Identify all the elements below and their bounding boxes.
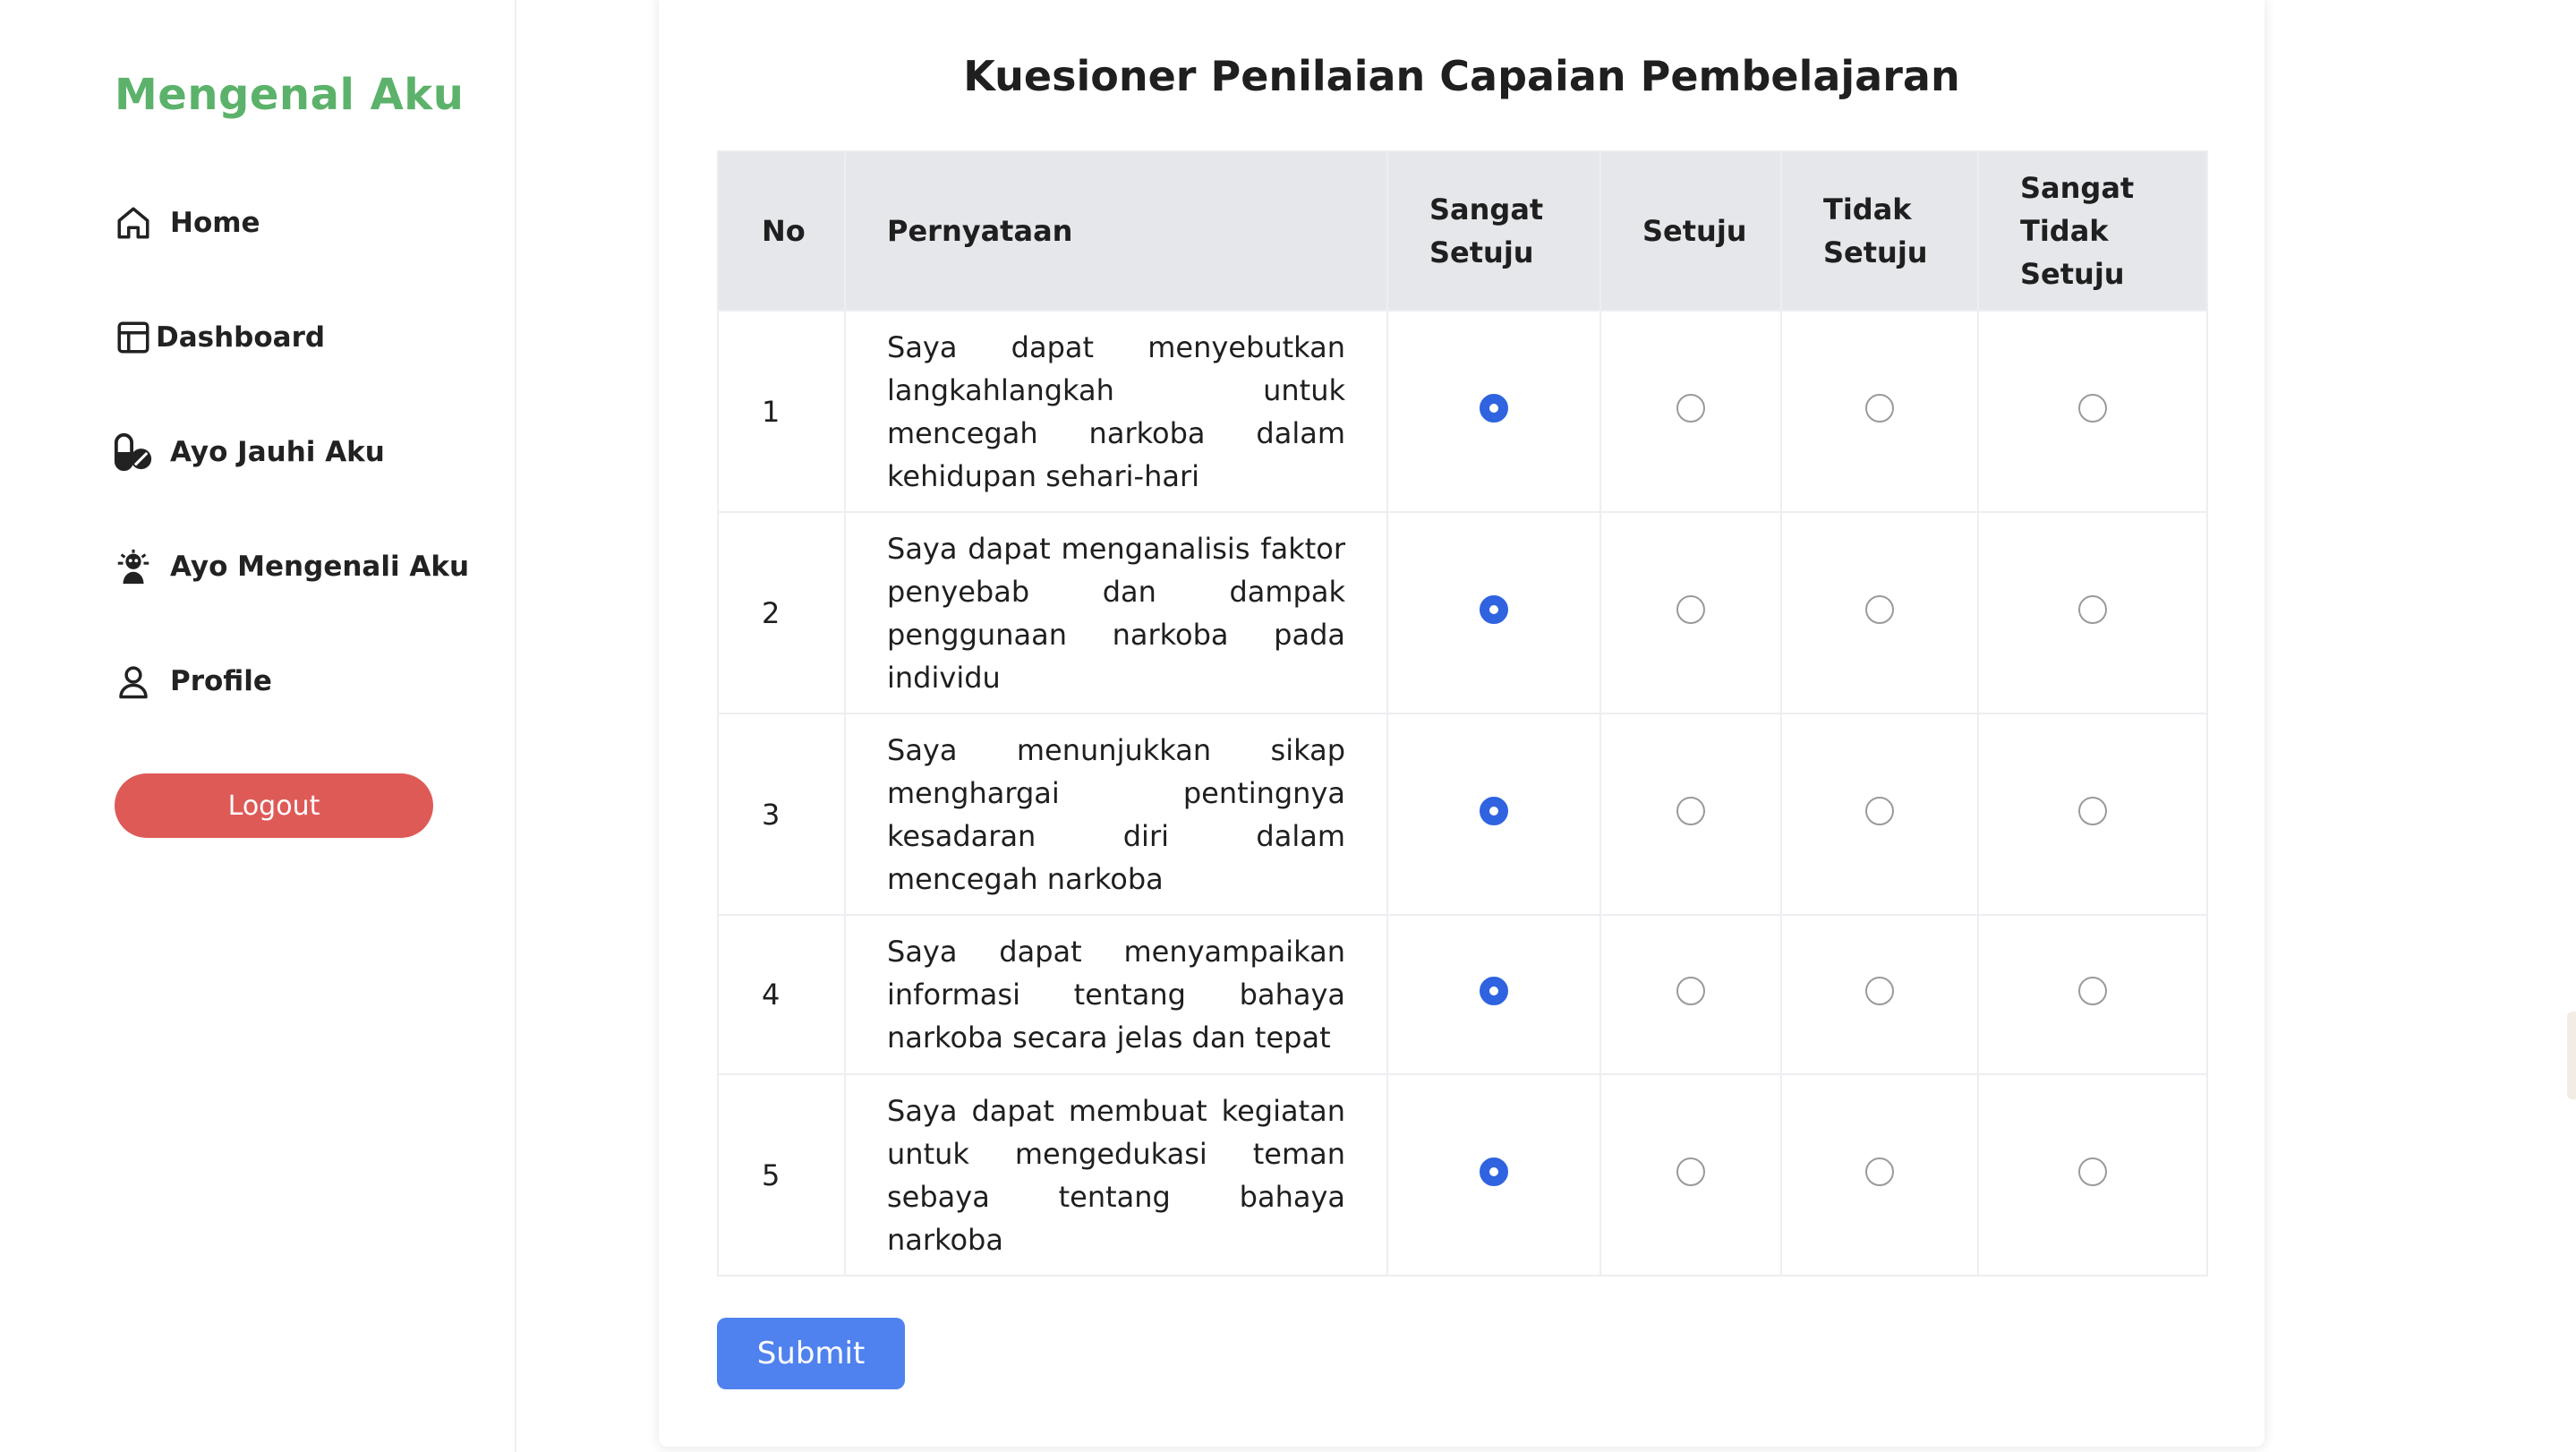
table-row <box>718 915 2207 1074</box>
table-row <box>718 512 2207 713</box>
row-number: 3 <box>718 713 845 915</box>
page-title: Kuesioner Penilaian Capaian Pembelajaran <box>963 52 1960 100</box>
sidebar-item-label: Ayo Mengenali Aku <box>170 551 470 583</box>
radio-sangat-setuju[interactable] <box>1480 977 1508 1005</box>
radio-sangat-tidak-setuju[interactable] <box>2078 595 2107 624</box>
radio-sangat-tidak-setuju[interactable] <box>2078 797 2107 825</box>
radio-sangat-tidak-setuju[interactable] <box>2078 1157 2107 1186</box>
row-number: 2 <box>718 512 845 713</box>
radio-setuju[interactable] <box>1676 977 1705 1005</box>
row-number: 4 <box>718 915 845 1074</box>
radio-tidak-setuju[interactable] <box>1865 394 1894 423</box>
questionnaire-table <box>717 150 2208 1277</box>
column-header-sangat-tidak-setuju: Sangat Tidak Setuju <box>1978 151 2207 311</box>
sidebar-item-ayo-jauhi-aku[interactable] <box>113 424 489 480</box>
row-number: 5 <box>718 1074 845 1276</box>
sidebar-item-profile[interactable] <box>113 653 489 709</box>
column-header-tidak-setuju: Tidak Setuju <box>1781 151 1978 311</box>
column-header-statement: Pernyataan <box>845 151 1387 311</box>
table-row <box>718 311 2207 512</box>
sidebar-item-label: Home <box>170 207 260 239</box>
column-header-sangat-setuju: Sangat Setuju <box>1387 151 1600 311</box>
table-row <box>718 713 2207 915</box>
radio-sangat-setuju[interactable] <box>1480 394 1508 423</box>
radio-sangat-setuju[interactable] <box>1480 797 1508 825</box>
radio-tidak-setuju[interactable] <box>1865 1157 1894 1186</box>
row-statement: Saya dapat menganalisis faktor penyebab dan dampak penggunaan narkoba pada individu <box>845 512 1387 713</box>
sidebar-item-label: Dashboard <box>156 321 326 354</box>
column-header-no: No <box>718 151 845 311</box>
dashboard-icon <box>113 317 154 358</box>
row-statement: Saya menunjukkan sikap menghargai pentingnya kesadaran diri dalam mencegah narkoba <box>845 713 1387 915</box>
row-statement: Saya dapat membuat kegiatan untuk mengedukasi teman sebaya tentang bahaya narkoba <box>845 1074 1387 1276</box>
sidebar <box>0 0 516 1452</box>
radio-setuju[interactable] <box>1676 595 1705 624</box>
radio-tidak-setuju[interactable] <box>1865 797 1894 825</box>
side-edge-tab[interactable] <box>2567 1012 2576 1099</box>
sidebar-item-label: Profile <box>170 665 272 697</box>
radio-tidak-setuju[interactable] <box>1865 977 1894 1005</box>
row-statement: Saya dapat menyampaikan informasi tentang bahaya narkoba secara jelas dan tepat <box>845 915 1387 1074</box>
brand-logo-text[interactable]: Mengenal Aku <box>115 70 465 120</box>
logout-button[interactable]: Logout <box>115 773 433 838</box>
sidebar-item-ayo-mengenali-aku[interactable] <box>113 539 489 594</box>
user-icon <box>113 661 154 702</box>
radio-setuju[interactable] <box>1676 394 1705 423</box>
sidebar-item-label: Ayo Jauhi Aku <box>170 436 385 468</box>
radio-setuju[interactable] <box>1676 797 1705 825</box>
row-number: 1 <box>718 311 845 512</box>
sidebar-item-dashboard[interactable] <box>113 310 489 365</box>
pills-icon <box>113 431 154 473</box>
radio-sangat-tidak-setuju[interactable] <box>2078 977 2107 1005</box>
table-header-row <box>718 151 2207 311</box>
table-row <box>718 1074 2207 1276</box>
radio-tidak-setuju[interactable] <box>1865 595 1894 624</box>
sidebar-item-home[interactable] <box>113 195 489 251</box>
radio-sangat-setuju[interactable] <box>1480 595 1508 624</box>
radio-sangat-tidak-setuju[interactable] <box>2078 394 2107 423</box>
column-header-setuju: Setuju <box>1600 151 1781 311</box>
submit-button[interactable]: Submit <box>717 1318 905 1389</box>
radio-sangat-setuju[interactable] <box>1480 1157 1508 1186</box>
row-statement: Saya dapat menyebutkan langkahlangkah untuk mencegah narkoba dalam kehidupan sehari-hari <box>845 311 1387 512</box>
sidebar-nav <box>113 195 489 768</box>
home-icon <box>113 202 154 243</box>
radio-setuju[interactable] <box>1676 1157 1705 1186</box>
virus-person-icon <box>113 546 154 587</box>
